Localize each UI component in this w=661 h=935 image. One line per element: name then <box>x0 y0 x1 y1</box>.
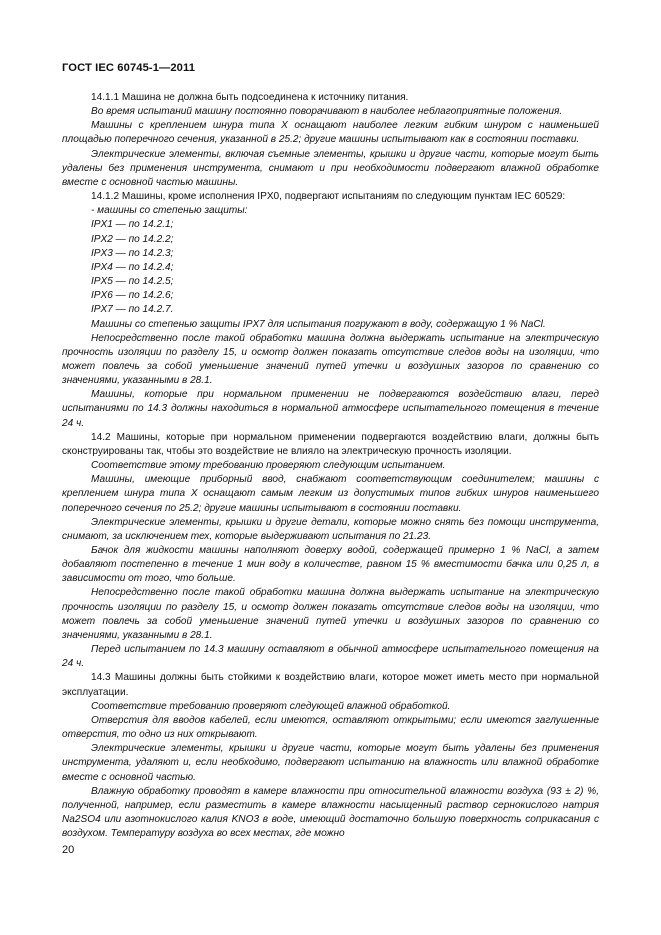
paragraph: Бачок для жидкости машины наполняют доверху водой, содержащей примерно 1 % NaCl, а затем добавляют постепенно в течение 1 мин воду в количестве, равном 15 % вместимости бачка или 0,25 л, в зависимости от того, что больше. <box>62 545 599 585</box>
paragraph: Соответствие требованию проверяют следующей влажной обработкой. <box>91 700 451 712</box>
paragraph: 14.2 Машины, которые при нормальном применении подвергаются воздействию влаги, должны быть сконструированы так, чтобы это воздействие не влияло на электрическую прочность изоляции. <box>62 431 599 457</box>
paragraph: Машины, имеющие приборный ввод, снабжают соответствующим соединителем; машины с креплением шнура типа X оснащают самым легким из допустимых типов гибких шнуров наименьшего поперечного сечения по 25.2; другие машины испытывают в состоянии поставки. <box>62 474 599 514</box>
paragraph: 14.1.2 Машины, кроме исполнения IPX0, подвергают испытаниям по следующим пунктам IEC 60529: <box>91 191 566 203</box>
page-number: 20 <box>62 844 75 856</box>
list-item: IPX6 — по 14.2.6; <box>91 290 174 302</box>
list-item: IPX3 — по 14.2.3; <box>91 247 174 259</box>
paragraph: Электрические элементы, включая съемные элементы, крышки и другие части, которые могут быть удалены без применения инструмента, снимают и при необходимости подвергают влажной обработке вместе с основной частью машины. <box>62 148 599 188</box>
paragraph: Перед испытанием по 14.3 машину оставляют в обычной атмосфере испытательного помещения на 24 ч. <box>62 644 599 670</box>
paragraph: Во время испытаний машину постоянно поворачивают в наиболее неблагоприятные положения. <box>91 106 563 118</box>
paragraph: Электрические элементы, крышки и другие детали, которые можно снять без помощи инструмента, снимают, за исключением тех, которые выдерживают испытания по 21.23. <box>62 516 599 542</box>
paragraph: Машины, которые при нормальном применении не подвергаются воздействию влаги, перед испытаниями по 14.3 должны находиться в нормальной атмосфере испытательного помещения в течение 24 ч. <box>62 389 599 429</box>
list-item: IPX2 — по 14.2.2; <box>91 233 174 245</box>
paragraph: Соответствие этому требованию проверяют следующим испытанием. <box>91 460 446 472</box>
paragraph: 14.3 Машины должны быть стойкими к воздействию влаги, которое может иметь место при нормальной эксплуатации. <box>62 672 599 698</box>
paragraph: Машины с креплением шнура типа X оснащают наиболее легким гибким шнуром с наименьшей площадью поперечного сечения, указанной в 25.2; другие машины испытывают как в состоянии поставки. <box>62 120 599 146</box>
paragraph: Машины со степенью защиты IPX7 для испытания погружают в воду, содержащую 1 % NaCl. <box>91 318 546 330</box>
document-header: ГОСТ IEC 60745-1—2011 <box>62 62 196 74</box>
list-item: IPX7 — по 14.2.7. <box>91 304 174 316</box>
paragraph: 14.1.1 Машина не должна быть подсоединена к источнику питания. <box>91 92 409 103</box>
paragraph: Непосредственно после такой обработки машина должна выдержать испытание на электрическую прочность изоляции по разделу 15, и осмотр должен показать отсутствие следов воды на изоляции, что может повлечь за собой уменьшение значений путей утечки и воздушных зазоров по сравнению со значениями, указанными в 28.1. <box>62 332 599 387</box>
list-intro: - машины со степенью защиты: <box>91 205 248 217</box>
paragraph: Отверстия для вводов кабелей, если имеются, оставляют открытыми; если имеются заглушенные отверстия, то одно из них открывают. <box>62 714 599 741</box>
list-item: IPX1 — по 14.2.1; <box>91 219 174 231</box>
list-item: IPX5 — по 14.2.5; <box>91 276 174 288</box>
paragraph: Влажную обработку проводят в камере влажности при относительной влажности воздуха (93 ± 2) %, полученной, например, если разместить в камере влажности насыщенный раствор сернокислого натрия Na2SO4 или азотнокислого калия KNO3 в воде, имеющий достаточно большую поверхность соприкасания с воздухом. Температуру воздуха во всех местах, где можно <box>62 785 599 840</box>
document-body <box>62 91 599 841</box>
paragraph: Непосредственно после такой обработки машина должна выдержать испытание на электрическую прочность изоляции по разделу 15, и осмотр должен показать отсутствие следов воды на изоляции, что может повлечь за собой уменьшение значений путей утечки и воздушных зазоров по сравнению со значениями, указанными в 28.1. <box>62 587 599 641</box>
list-item: IPX4 — по 14.2.4; <box>91 261 174 273</box>
paragraph: Электрические элементы, крышки и другие части, которые могут быть удалены без применения инструмента, удаляют и, если необходимо, подвергают испытанию на влажность или влажной обработке вместе с основной частью. <box>62 743 599 783</box>
